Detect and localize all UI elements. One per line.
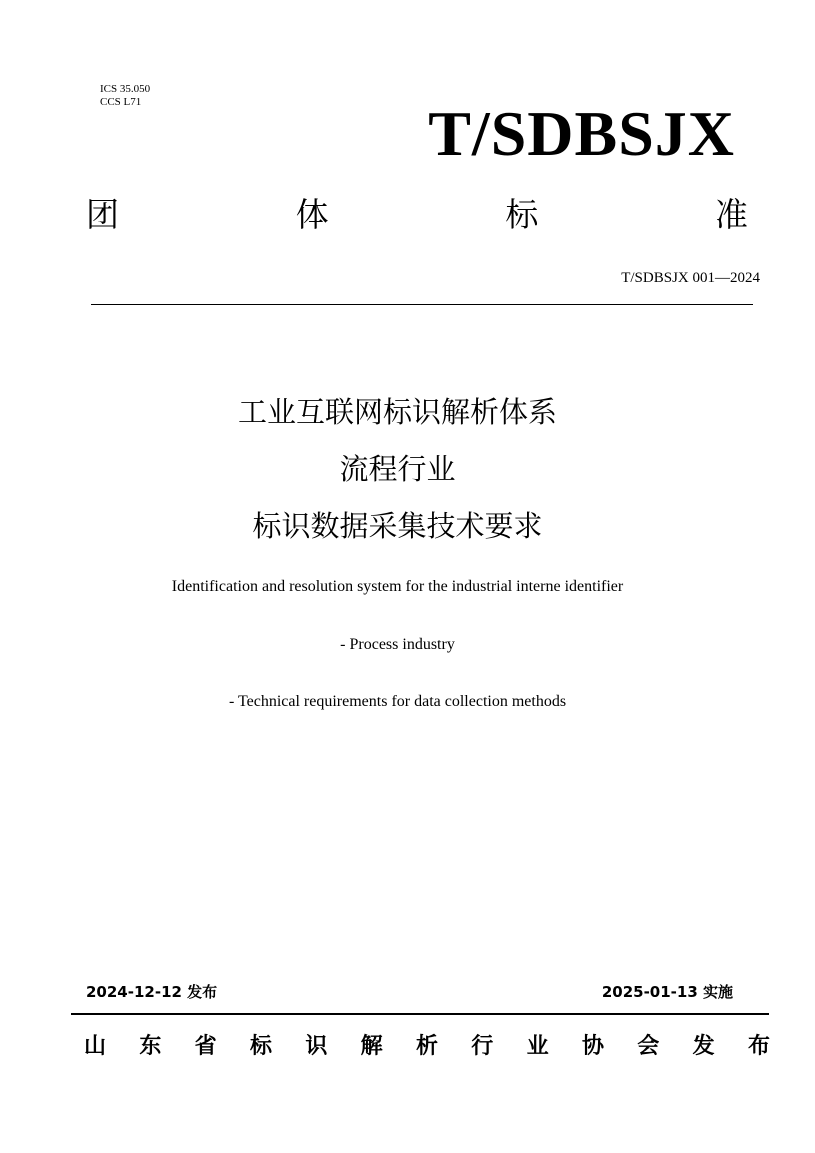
standard-type-char: 准 [714,194,748,234]
footer-divider [71,1013,769,1015]
header-divider [91,304,753,305]
cn-title-line-2: 流程行业 [339,452,456,486]
publisher-line [84,1026,770,1062]
document-number: T/SDBSJX 001—2024 [621,270,760,286]
publisher-char: 解 [360,1033,383,1059]
standard-type-char: 团 [86,194,119,234]
publisher-char: 识 [305,1033,328,1059]
cn-title-line-3: 标识数据采集技术要求 [252,509,543,543]
publisher-char: 标 [249,1033,272,1059]
publisher-char: 协 [581,1033,604,1059]
en-title-line-3: - Technical requirements for data collection methods [228,693,567,710]
publish-date: 2024-12-12 发布 [86,983,218,1001]
publisher-char: 省 [194,1033,217,1059]
cn-title-line-1: 工业互联网标识解析体系 [237,395,557,429]
publisher-char: 析 [415,1033,438,1059]
classification-codes [100,83,150,109]
ccs-code: CCS L71 [100,96,142,108]
implement-date: 2025-01-13 实施 [601,983,733,1001]
standard-code-heading: T/SDBSJX [428,98,735,169]
publisher-char: 行 [471,1033,494,1059]
standard-type-label [86,190,748,234]
standard-type-char: 体 [295,194,329,234]
publisher-char: 会 [637,1033,660,1059]
en-title-line-1: Identification and resolution system for the industrial interne identifier [171,578,624,595]
en-title-line-2: - Process industry [340,636,455,653]
publisher-char: 东 [139,1033,162,1059]
publisher-char: 布 [747,1033,770,1059]
publisher-char: 山 [84,1033,107,1059]
publisher-char: 业 [526,1033,549,1059]
ics-code: ICS 35.050 [100,83,151,95]
standard-type-char: 标 [505,194,539,234]
publisher-char: 发 [692,1033,715,1059]
